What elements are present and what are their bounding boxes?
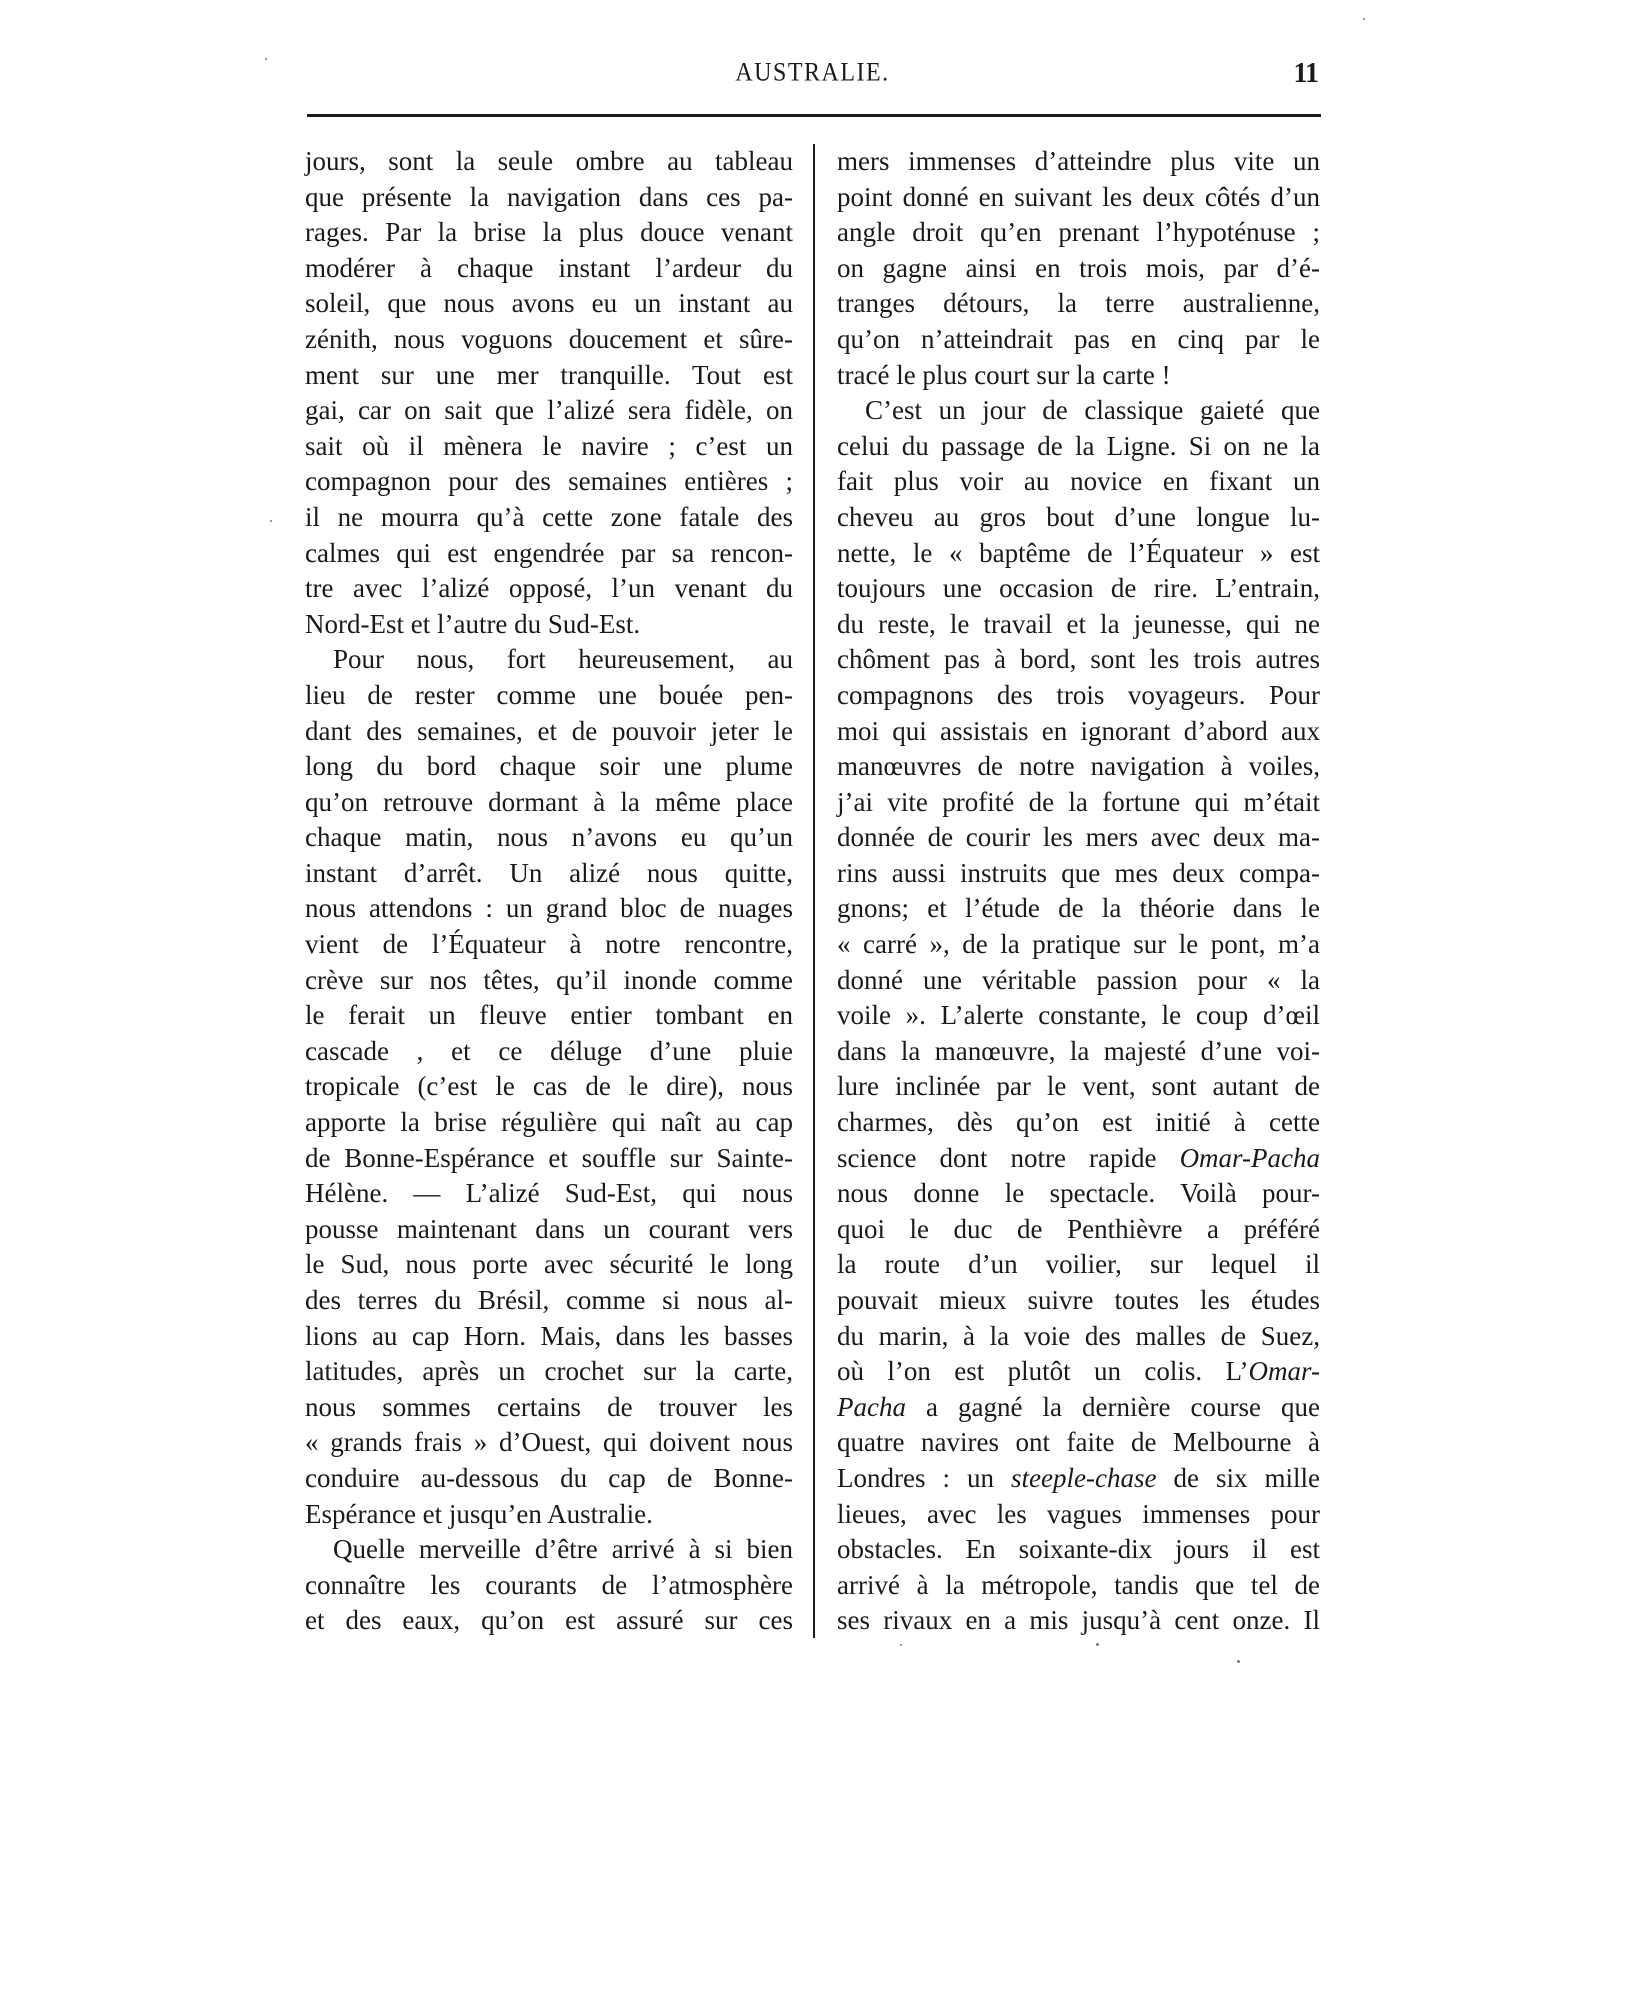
scan-speck — [270, 520, 272, 522]
text-line: Pacha a gagné la dernière course que — [837, 1391, 1320, 1422]
text-line: le ferait un fleuve entier tombant en — [305, 1000, 793, 1031]
text-line: lions au cap Horn. Mais, dans les basses — [305, 1320, 793, 1351]
text-line: quatre navires ont faite de Melbourne à — [837, 1427, 1320, 1458]
text-line: manœuvres de notre navigation à voiles, — [837, 751, 1320, 782]
text-line: il ne mourra qu’à cette zone fatale des — [305, 501, 793, 532]
left-text-column — [305, 144, 793, 1639]
text-line: qu’on n’atteindrait pas en cinq par le — [837, 323, 1320, 354]
text-line: lure inclinée par le vent, sont autant de — [837, 1071, 1320, 1102]
text-line: que présente la navigation dans ces pa- — [305, 181, 793, 212]
text-line: crève sur nos têtes, qu’il inonde comme — [305, 964, 793, 995]
text-line: gnons; et l’étude de la théorie dans le — [837, 893, 1320, 924]
text-line: Londres : un steeple-chase de six mille — [837, 1462, 1320, 1493]
text-line: tre avec l’alizé opposé, l’un venant du — [305, 573, 793, 604]
text-line: j’ai vite profité de la fortune qui m’était — [837, 786, 1320, 817]
text-line: compagnons des trois voyageurs. Pour — [837, 679, 1320, 710]
text-line: lieues, avec les vagues immenses pour — [837, 1498, 1320, 1529]
text-line: moi qui assistais en ignorant d’abord aux — [837, 715, 1320, 746]
text-line: cascade , et ce déluge d’une pluie — [305, 1035, 793, 1066]
text-line: Hélène. — L’alizé Sud-Est, qui nous — [305, 1178, 793, 1209]
text-line: des terres du Brésil, comme si nous al- — [305, 1285, 793, 1315]
scan-speck — [900, 1644, 902, 1646]
text-line: angle droit qu’en prenant l’hypoténuse ; — [837, 217, 1320, 248]
running-header — [305, 56, 1320, 92]
text-line: arrivé à la métropole, tandis que tel de — [837, 1569, 1320, 1600]
text-line: chôment pas à bord, sont les trois autres — [837, 644, 1320, 675]
text-line: nette, le « baptême de l’Équateur » est — [837, 537, 1320, 568]
text-line: fait plus voir au novice en fixant un — [837, 466, 1320, 497]
text-line: Nord-Est et l’autre du Sud-Est. — [305, 608, 641, 639]
text-line: Espérance et jusqu’en Australie. — [305, 1498, 653, 1529]
text-line: nous donne le spectacle. Voilà pour- — [837, 1178, 1320, 1209]
text-line: sait où il mènera le navire ; c’est un — [305, 430, 793, 461]
text-line: où l’on est plutôt un colis. L’Omar- — [837, 1356, 1320, 1387]
column-divider-rule — [813, 144, 815, 1638]
text-line: dant des semaines, et de pouvoir jeter le — [305, 715, 793, 746]
text-line: celui du passage de la Ligne. Si on ne la — [837, 430, 1320, 461]
text-line: obstacles. En soixante-dix jours il est — [837, 1534, 1320, 1565]
text-line: latitudes, après un crochet sur la carte, — [305, 1356, 793, 1387]
scan-speck — [265, 58, 267, 60]
text-line: rages. Par la brise la plus douce venant — [305, 217, 793, 248]
text-line: science dont notre rapide Omar-Pacha — [837, 1142, 1320, 1173]
text-line: lieu de rester comme une bouée pen- — [305, 679, 793, 710]
text-line: et des eaux, qu’on est assuré sur ces — [305, 1605, 793, 1636]
text-line: jours, sont la seule ombre au tableau — [305, 146, 793, 176]
text-line: tropicale (c’est le cas de le dire), nous — [305, 1071, 793, 1102]
text-line: compagnon pour des semaines entières ; — [305, 466, 793, 497]
text-line: mers immenses d’atteindre plus vite un — [837, 146, 1320, 176]
text-line: soleil, que nous avons eu un instant au — [305, 288, 793, 319]
text-line: la route d’un voilier, sur lequel il — [837, 1249, 1320, 1280]
text-line: tranges détours, la terre australienne, — [837, 288, 1320, 319]
text-line: instant d’arrêt. Un alizé nous quitte, — [305, 857, 793, 888]
text-line: nous attendons : un grand bloc de nuages — [305, 893, 793, 924]
text-line: Quelle merveille d’être arrivé à si bien — [333, 1534, 793, 1565]
text-line: Pour nous, fort heureusement, au — [333, 644, 793, 675]
text-line: voile ». L’alerte constante, le coup d’œil — [837, 1000, 1320, 1031]
running-title: AUSTRALIE. — [735, 58, 890, 88]
text-line: connaître les courants de l’atmosphère — [305, 1569, 793, 1600]
text-line: qu’on retrouve dormant à la même place — [305, 786, 793, 817]
text-line: charmes, dès qu’on est initié à cette — [837, 1107, 1320, 1138]
text-line: nous sommes certains de trouver les — [305, 1391, 793, 1422]
text-line: ment sur une mer tranquille. Tout est — [305, 359, 793, 390]
text-line: chaque matin, nous n’avons eu qu’un — [305, 822, 793, 853]
text-line: modérer à chaque instant l’ardeur du — [305, 252, 793, 283]
text-line: du reste, le travail et la jeunesse, qui ne — [837, 608, 1320, 639]
text-line: zénith, nous voguons doucement et sûre- — [305, 323, 793, 354]
text-line: calmes qui est engendrée par sa rencon- — [305, 537, 793, 568]
text-line: toujours une occasion de rire. L’entrain, — [837, 573, 1320, 604]
text-line: « grands frais » d’Ouest, qui doivent nous — [305, 1427, 793, 1458]
scan-speck — [1363, 18, 1365, 20]
text-line: donné une véritable passion pour « la — [837, 964, 1320, 995]
text-line: cheveu au gros bout d’une longue lu- — [837, 501, 1320, 532]
scan-speck — [1096, 1643, 1099, 1646]
scan-speck — [1237, 1660, 1240, 1663]
text-line: « carré », de la pratique sur le pont, m’a — [837, 929, 1320, 960]
text-line: conduire au-dessous du cap de Bonne- — [305, 1462, 793, 1493]
text-line: vient de l’Équateur à notre rencontre, — [305, 929, 793, 960]
page-number: 11 — [1293, 58, 1318, 89]
text-line: quoi le duc de Penthièvre a préféré — [837, 1213, 1320, 1244]
text-line: gai, car on sait que l’alizé sera fidèle, on — [305, 395, 793, 426]
text-line: apporte la brise régulière qui naît au cap — [305, 1107, 793, 1138]
text-line: C’est un jour de classique gaieté que — [865, 395, 1320, 426]
header-rule — [307, 114, 1321, 117]
text-line: pousse maintenant dans un courant vers — [305, 1213, 793, 1244]
text-line: ses rivaux en a mis jusqu’à cent onze. Il — [837, 1605, 1320, 1636]
text-line: le Sud, nous porte avec sécurité le long — [305, 1249, 793, 1280]
text-line: point donné en suivant les deux côtés d’un — [837, 181, 1320, 212]
right-text-column — [837, 144, 1320, 1639]
text-line: on gagne ainsi en trois mois, par d’é- — [837, 252, 1320, 283]
text-line: de Bonne-Espérance et souffle sur Sainte- — [305, 1142, 793, 1173]
text-line: dans la manœuvre, la majesté d’une voi- — [837, 1035, 1320, 1066]
text-line: rins aussi instruits que mes deux compa- — [837, 857, 1320, 888]
text-line: donnée de courir les mers avec deux ma- — [837, 822, 1320, 853]
text-line: long du bord chaque soir une plume — [305, 751, 793, 782]
text-line: tracé le plus court sur la carte ! — [837, 359, 1171, 390]
text-line: pouvait mieux suivre toutes les études — [837, 1285, 1320, 1315]
text-line: du marin, à la voie des malles de Suez, — [837, 1320, 1320, 1351]
